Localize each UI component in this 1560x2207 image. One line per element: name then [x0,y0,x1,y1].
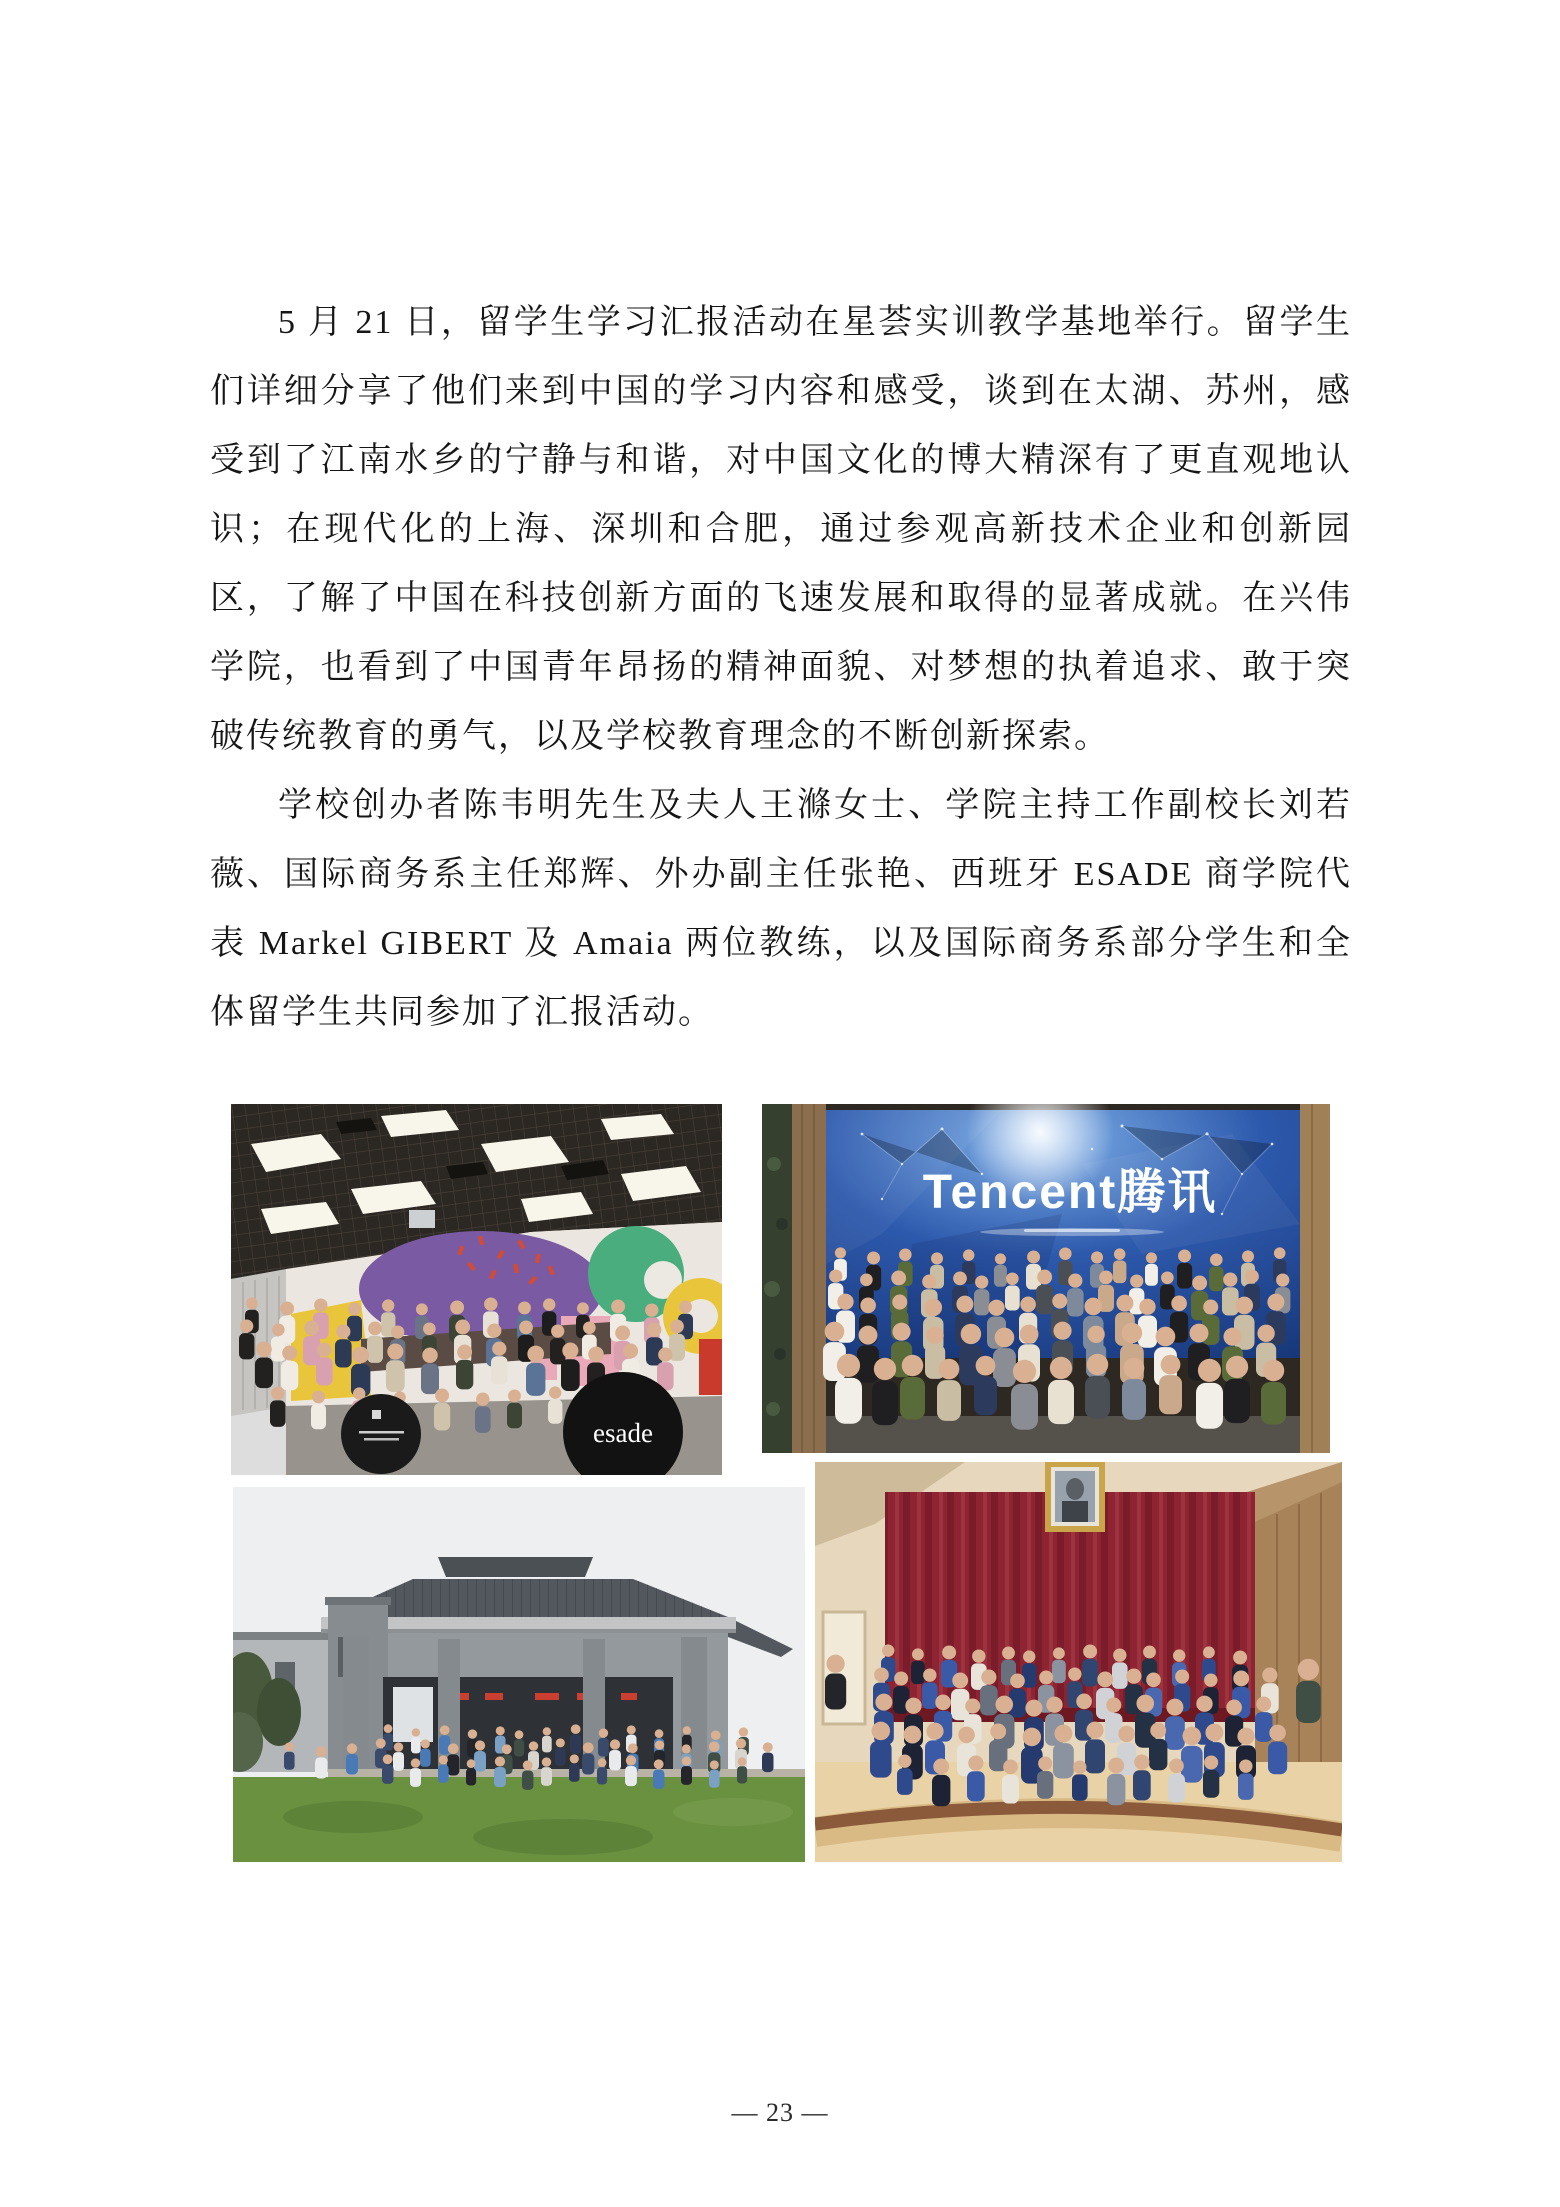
projector [409,1210,435,1228]
photo-tencent-group [762,1104,1330,1453]
left-column [762,1104,792,1453]
page-number: — 23 — [731,2098,829,2127]
framed-portrait [1045,1462,1105,1532]
paragraph-1: 5 月 21 日，留学生学习汇报活动在星荟实训教学基地举行。留学生们详细分享了他们来到中国的学习内容和感受，谈到在太湖、苏州，感受到了江南水乡的宁静与和谐，对中国文化的博大精深有了更直观地认识；在现代化的上海、深圳和合肥，通过参观高新技术企业和创新园区，了解了中国在科技创新方面的飞速发展和取得的显著成就。在兴伟学院，也看到了中国青年昂扬的精神面貌、对梦想的执着追求、敢于突破传统教育的勇气，以及学校教育理念的不断创新探索。 [210,304,1352,755]
lawn [233,1777,805,1862]
paragraph-2: 学校创办者陈韦明先生及夫人王滌女士、学院主持工作副校长刘若薇、国际商务系主任郑辉、外办副主任张艳、西班牙 ESADE 商学院代表 Markel GIBERT 及 Amaia 两位教练，以及国际商务系部分学生和全体留学生共同参加了汇报活动。 [210,787,1352,1031]
photo-esade-group [231,1104,722,1475]
small-round-sign [341,1394,421,1474]
body-text [210,288,1352,1047]
photo-auditorium-group [815,1462,1342,1862]
esade-sign-text: esade [593,1418,653,1448]
photo-campus-building [233,1487,805,1862]
tencent-screen-text: Tencent腾讯 [922,1166,1218,1219]
